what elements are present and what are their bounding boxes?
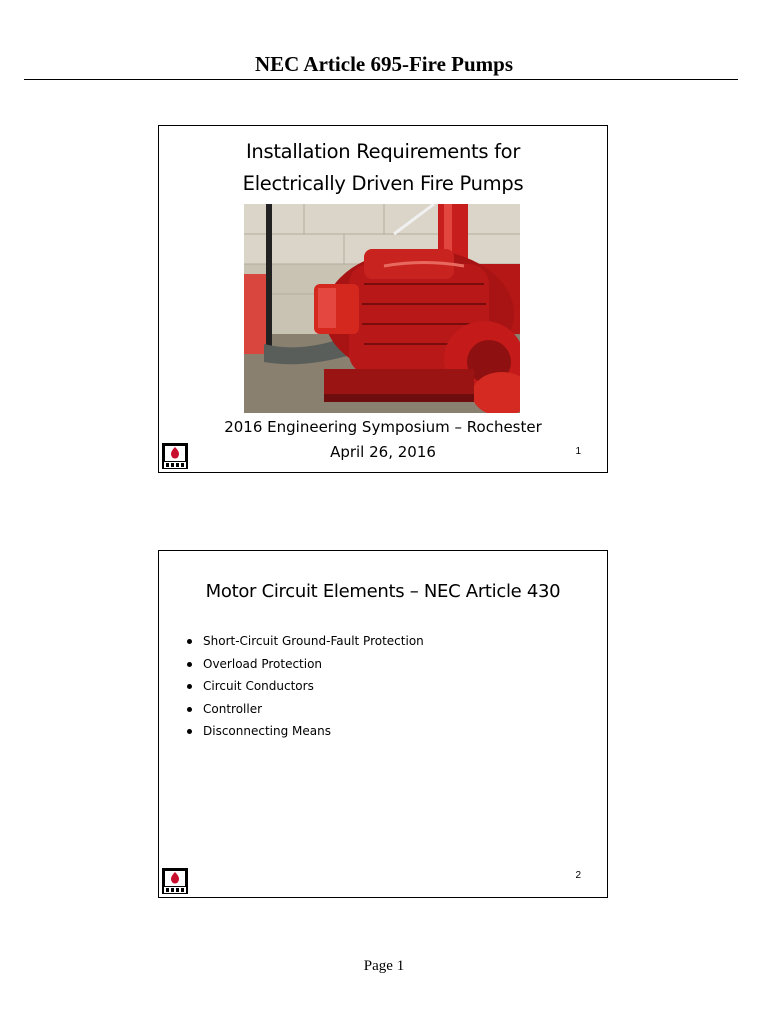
page-footer-number: Page 1 xyxy=(363,958,405,974)
bullet-item: Overload Protection xyxy=(187,656,424,679)
slide-1-event: 2016 Engineering Symposium – Rochester xyxy=(224,418,542,436)
slide-1-title-line-2: Electrically Driven Fire Pumps xyxy=(242,172,524,195)
nfpa-logo-icon xyxy=(162,868,188,894)
bullet-item: Controller xyxy=(187,701,424,724)
slide-1 xyxy=(158,125,608,473)
page-header-title: NEC Article 695-Fire Pumps xyxy=(255,52,513,76)
slide-1-title-line-1: Installation Requirements for xyxy=(245,140,521,163)
nfpa-logo-icon xyxy=(162,443,188,469)
bullet-item: Disconnecting Means xyxy=(187,723,424,746)
slide-2 xyxy=(158,550,608,898)
slide-1-number: 1 xyxy=(575,446,581,457)
bullet-item: Short-Circuit Ground-Fault Protection xyxy=(187,633,424,656)
slide-2-number: 2 xyxy=(575,870,581,881)
fire-pump-photo xyxy=(244,204,520,413)
slide-2-title: Motor Circuit Elements – NEC Article 430 xyxy=(205,581,561,602)
bullet-item: Circuit Conductors xyxy=(187,678,424,701)
slide-1-title xyxy=(159,136,607,200)
header-divider xyxy=(24,79,738,80)
slide-2-bullet-list xyxy=(187,633,424,746)
slide-1-date: April 26, 2016 xyxy=(330,443,436,461)
